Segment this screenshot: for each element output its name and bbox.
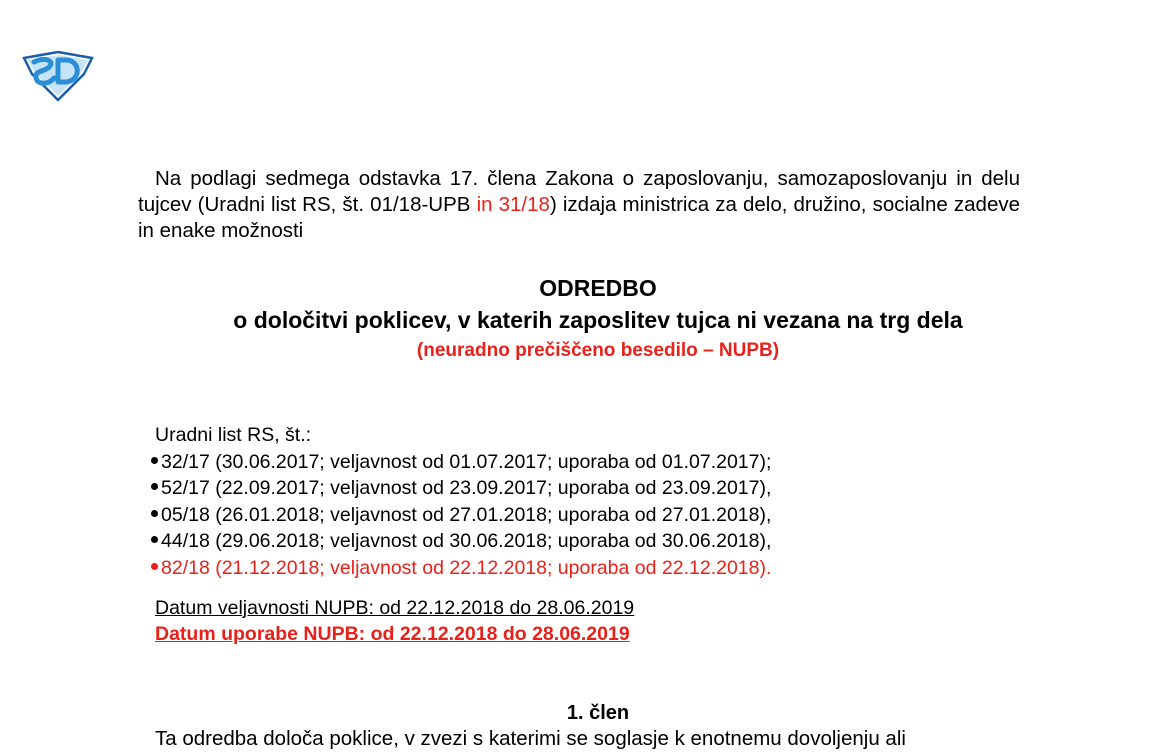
bullet-icon (151, 483, 158, 490)
validity-date: Datum veljavnosti NUPB: od 22.12.2018 do 28.06.2019 (155, 597, 635, 619)
title-line-2: o določitvi poklicev, v katerih zaposlitev tujca ni vezana na trg dela (233, 307, 963, 333)
intro-paragraph (138, 166, 1020, 244)
document-title (138, 272, 1058, 366)
gazette-item-text: 05/18 (26.01.2018; veljavnost od 27.01.2018; uporaba od 27.01.2018), (161, 503, 772, 526)
gazette-item-text: 82/18 (21.12.2018; veljavnost od 22.12.2018; uporaba od 22.12.2018). (161, 556, 772, 579)
title-line-1: ODREDBO (539, 275, 657, 301)
bullet-icon (151, 563, 158, 570)
nupb-dates (155, 595, 634, 647)
application-date: Datum uporabe NUPB: od 22.12.2018 do 28.06.2019 (155, 623, 630, 645)
bullet-icon (151, 536, 158, 543)
bullet-icon (151, 510, 158, 517)
article-text: Ta odredba določa poklice, v zvezi s katerimi se soglasje k enotnemu dovoljenju ali (155, 727, 906, 750)
gazette-item-latest (155, 555, 771, 582)
gazette-heading: Uradni list RS, št.: (155, 424, 312, 446)
gazette-item (155, 502, 771, 529)
bullet-icon (151, 457, 158, 464)
gazette-item (155, 528, 771, 555)
sd-shield-logo-icon (20, 48, 96, 104)
title-subtitle: (neuradno prečiščeno besedilo – NUPB) (416, 340, 780, 361)
gazette-item-text: 52/17 (22.09.2017; veljavnost od 23.09.2017; uporaba od 23.09.2017), (161, 477, 772, 499)
gazette-item (155, 475, 771, 502)
gazette-item-text: 44/18 (29.06.2018; veljavnost od 30.06.2018; uporaba od 30.06.2018), (161, 530, 772, 552)
intro-text-3: ) izdaja ministrica za delo, družino, socialne zadeve in enake možnosti (138, 193, 1020, 242)
gazette-list (155, 422, 771, 581)
intro-text-1: Na podlagi sedmega odstavka 17. člena Zakona o zaposlovanju, samozaposlovanju in delu tujcev (Uradni list RS, št. 01/18-UPB (138, 167, 1020, 216)
article-heading: 1. člen (566, 702, 630, 724)
intro-text-red: in 31/18 (476, 193, 550, 216)
gazette-item-text: 32/17 (30.06.2017; veljavnost od 01.07.2017; uporaba od 01.07.2017); (161, 450, 772, 473)
gazette-item (155, 449, 771, 476)
